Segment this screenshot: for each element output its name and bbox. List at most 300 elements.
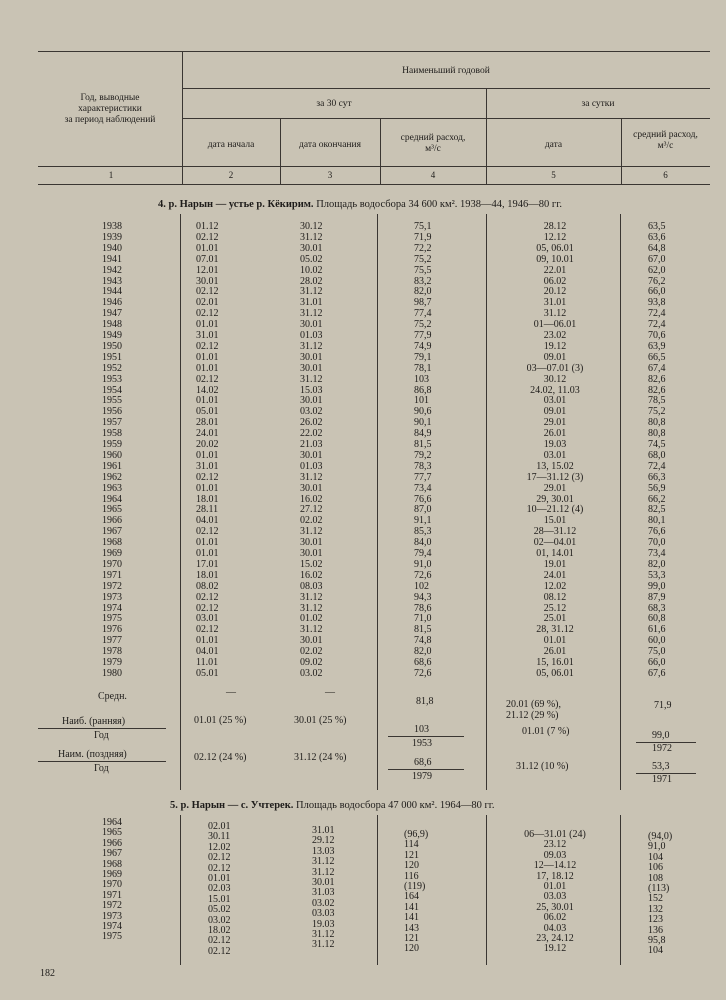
- row-min-date: 28—31.12: [533, 526, 577, 538]
- s5-end-date: 03.03: [312, 908, 335, 920]
- row-year: 1968: [102, 537, 122, 549]
- row-flow-30: 85,3: [414, 526, 432, 538]
- row-start-date: 31.01: [196, 460, 219, 472]
- min-flow-day-year: 1971: [652, 774, 672, 785]
- row-flow-day: 56,9: [648, 482, 666, 494]
- row-flow-day: 70,0: [648, 537, 666, 549]
- s5-start-date: 02.12: [208, 945, 231, 957]
- row-flow-day: 80,1: [648, 515, 666, 527]
- section-5-title-bold: 5. р. Нарын — с. Учтерек.: [170, 800, 294, 811]
- s5-year: 1964: [102, 817, 122, 828]
- s5-start-date: 02.12: [208, 935, 231, 947]
- row-year: 1950: [102, 340, 122, 352]
- s5-end-date: 31.12: [312, 929, 335, 940]
- row-year: 1940: [102, 242, 122, 254]
- row-end-date: 30.01: [300, 548, 323, 559]
- mean-date-b: 21.12 (29 %): [506, 710, 559, 721]
- min-flow-day: 53,3: [652, 761, 670, 772]
- row-flow-day: 82,0: [648, 558, 666, 570]
- row-min-date: 19.01: [543, 558, 567, 570]
- row-flow-30: 81,5: [414, 439, 432, 450]
- row-min-date: 28, 31.12: [536, 624, 574, 636]
- group-header-30-days: за 30 сут: [316, 99, 352, 109]
- row-end-date: 03.02: [300, 667, 323, 679]
- row-year: 1955: [102, 395, 122, 407]
- row-end-date: 01.02: [300, 613, 323, 625]
- s5-start-date: 01.01: [208, 873, 231, 884]
- row-min-date: 09.01: [543, 406, 567, 418]
- row-flow-day: 68,0: [648, 449, 666, 461]
- row-year: 1972: [102, 580, 122, 592]
- row-flow-30: 78,6: [414, 602, 432, 614]
- s5-year: 1970: [102, 879, 122, 891]
- row-start-date: 30.01: [196, 275, 219, 287]
- header-date: дата: [544, 140, 563, 150]
- row-end-date: 21.03: [300, 439, 323, 450]
- row-end-date: 05.02: [300, 253, 323, 265]
- row-year: 1944: [102, 286, 122, 298]
- row-flow-30: 103: [414, 373, 429, 385]
- row-end-date: 15.02: [300, 558, 323, 570]
- row-min-date: 06.02: [543, 275, 567, 287]
- column-number: 4: [430, 170, 436, 180]
- row-end-date: 26.02: [300, 417, 323, 429]
- row-flow-day: 64,8: [648, 242, 666, 254]
- section-4-title-rest: Площадь водосбора 34 600 км². 1938—44, 1946—80 гг.: [316, 199, 562, 210]
- row-flow-30: 82,0: [414, 646, 432, 658]
- row-min-date: 26.01: [543, 428, 567, 440]
- row-min-date: 12.02: [543, 580, 567, 592]
- row-end-date: 16.02: [300, 569, 323, 581]
- s5-flow-day: 123: [648, 914, 663, 926]
- row-start-date: 01.01: [196, 548, 219, 559]
- row-flow-day: 80,8: [648, 428, 666, 440]
- header-line: м³/с: [425, 144, 441, 154]
- row-flow-30: 71,0: [414, 613, 432, 625]
- s5-year: 1966: [102, 837, 122, 849]
- s5-min-date: 03.03: [543, 891, 567, 903]
- row-year: 1942: [102, 264, 122, 276]
- row-flow-30: 91,0: [414, 558, 432, 570]
- row-min-date: 12.12: [543, 231, 567, 243]
- row-year: 1946: [102, 297, 122, 309]
- column-number: 5: [551, 170, 556, 180]
- s5-end-date: 31.12: [312, 866, 335, 878]
- row-start-date: 01.01: [196, 635, 219, 647]
- row-end-date: 30.01: [300, 362, 323, 374]
- row-flow-30: 84,9: [414, 428, 432, 440]
- row-start-date: 02.12: [196, 471, 219, 483]
- s5-min-date: 12—14.12: [533, 860, 577, 872]
- s5-flow-30: 164: [404, 891, 419, 903]
- row-end-date: 08.03: [300, 580, 323, 592]
- s5-end-date: 29.12: [312, 835, 335, 847]
- s5-flow-30: 120: [404, 860, 419, 872]
- row-start-date: 01.01: [196, 537, 219, 549]
- s5-year: 1972: [102, 900, 122, 912]
- s5-flow-day: 91,0: [648, 841, 666, 853]
- s5-flow-30: 141: [404, 912, 419, 924]
- row-start-date: 02.01: [196, 297, 219, 309]
- row-flow-30: 75,5: [414, 264, 432, 276]
- row-min-date: 01.01: [543, 635, 567, 647]
- s5-year: 1965: [102, 827, 122, 839]
- s5-start-date: 02.12: [208, 862, 231, 874]
- row-end-date: 30.01: [300, 635, 323, 647]
- row-flow-day: 70,6: [648, 330, 666, 341]
- column-number: 1: [108, 170, 114, 180]
- s5-flow-30: 116: [404, 870, 419, 882]
- s5-flow-day: (94,0): [648, 831, 673, 842]
- row-year: 1975: [102, 613, 122, 625]
- min-flow-30-year: 1979: [412, 771, 432, 782]
- row-flow-day: 72,4: [648, 308, 666, 320]
- row-flow-day: 67,4: [648, 362, 666, 374]
- row-year: 1948: [102, 319, 122, 331]
- row-min-date: 29, 30.01: [536, 493, 574, 505]
- max-date: 01.01 (7 %): [522, 726, 570, 737]
- row-min-date: 20.12: [543, 286, 567, 298]
- row-flow-30: 101: [414, 395, 429, 407]
- header-line: средний расход,: [400, 133, 466, 143]
- s5-min-date: 06—31.01 (24): [524, 829, 586, 840]
- row-end-date: 30.12: [300, 221, 323, 232]
- row-flow-day: 87,9: [648, 591, 666, 603]
- s5-min-date: 09.03: [543, 849, 567, 861]
- row-flow-30: 72,6: [414, 667, 432, 679]
- row-year: 1953: [102, 373, 122, 385]
- row-start-date: 01.01: [196, 351, 219, 363]
- max-flow-day-year: 1972: [652, 743, 672, 754]
- row-start-date: 02.12: [196, 591, 219, 603]
- row-min-date: 03—07.01 (3): [526, 362, 584, 374]
- row-min-date: 05, 06.01: [536, 667, 574, 679]
- row-min-date: 05, 06.01: [536, 242, 574, 254]
- row-min-date: 25.01: [543, 613, 567, 625]
- column-number: 2: [228, 170, 234, 180]
- row-start-date: 04.01: [196, 646, 219, 658]
- row-flow-day: 67,0: [648, 253, 666, 265]
- row-end-date: 03.02: [300, 406, 323, 418]
- page-number: 182: [40, 968, 55, 979]
- row-flow-day: 82,6: [648, 384, 666, 396]
- row-flow-day: 76,6: [648, 526, 666, 538]
- row-year: 1954: [102, 384, 122, 396]
- mean-date-a: 20.01 (69 %),: [506, 699, 561, 710]
- row-end-date: 27.12: [300, 504, 323, 516]
- s5-min-date: 19.12: [543, 943, 567, 955]
- s5-flow-day: 108: [648, 872, 663, 884]
- row-year: 1949: [102, 330, 122, 341]
- s5-year: 1974: [102, 921, 122, 932]
- mean-flow-day: 71,9: [654, 700, 672, 711]
- section-4-title-bold: 4. р. Нарын — устье р. Кёкирим.: [158, 199, 314, 210]
- row-end-date: 16.02: [300, 493, 323, 505]
- col1-header-line: характеристики: [78, 104, 142, 114]
- s5-flow-30: (96,9): [404, 829, 429, 840]
- row-end-date: 30.01: [300, 449, 323, 461]
- row-flow-day: 82,6: [648, 373, 666, 385]
- row-flow-30: 77,4: [414, 308, 432, 320]
- s5-end-date: 30.01: [312, 877, 335, 888]
- s5-year: 1968: [102, 858, 122, 870]
- row-end-date: 09.02: [300, 657, 323, 668]
- row-start-date: 02.12: [196, 308, 219, 320]
- s5-flow-30: 143: [404, 922, 419, 934]
- row-end-date: 28.02: [300, 275, 323, 287]
- row-min-date: 23.02: [543, 330, 567, 341]
- row-flow-30: 76,6: [414, 493, 432, 505]
- s5-flow-day: 104: [648, 945, 663, 957]
- row-year: 1938: [102, 221, 122, 232]
- row-flow-day: 62,0: [648, 264, 666, 276]
- row-start-date: 01.01: [196, 395, 219, 407]
- max-flow-30-year: 1953: [412, 738, 432, 749]
- row-min-date: 08.12: [543, 591, 567, 603]
- row-min-date: 03.01: [543, 449, 567, 461]
- row-year: 1970: [102, 558, 122, 570]
- s5-end-date: 03.02: [312, 897, 335, 909]
- row-end-date: 15.03: [300, 384, 323, 396]
- max-year-label: Год: [94, 730, 109, 741]
- row-end-date: 31.12: [300, 286, 323, 298]
- row-flow-day: 66,0: [648, 286, 666, 298]
- row-min-date: 30.12: [543, 373, 567, 385]
- s5-end-date: 31.03: [312, 887, 335, 899]
- s5-start-date: 02.03: [208, 883, 231, 895]
- row-start-date: 24.01: [196, 428, 219, 440]
- s5-end-date: 31.12: [312, 939, 335, 951]
- row-flow-day: 72,4: [648, 460, 666, 472]
- row-start-date: 02.12: [196, 286, 219, 298]
- row-min-date: 29.01: [543, 482, 567, 494]
- s5-start-date: 30.11: [208, 831, 231, 843]
- row-flow-30: 75,1: [414, 221, 432, 232]
- row-min-date: 24.01: [543, 569, 567, 581]
- group-header-minimum: Наименьший годовой: [402, 66, 490, 76]
- s5-start-date: 12.02: [208, 841, 231, 853]
- row-year: 1971: [102, 569, 122, 581]
- column-number: 3: [327, 170, 333, 180]
- row-min-date: 01, 14.01: [536, 548, 574, 559]
- row-min-date: 31.12: [543, 308, 567, 320]
- header-line: средний расход,: [633, 130, 698, 140]
- row-start-date: 17.01: [196, 558, 219, 570]
- row-start-date: 28.11: [196, 504, 219, 516]
- row-flow-30: 86,8: [414, 384, 432, 396]
- s5-min-date: 23.12: [543, 839, 567, 851]
- s5-flow-day: 95,8: [648, 935, 666, 946]
- row-year: 1967: [102, 526, 122, 538]
- s5-flow-day: 106: [648, 862, 663, 874]
- row-year: 1958: [102, 428, 122, 440]
- s5-flow-30: 114: [404, 839, 419, 851]
- row-year: 1974: [102, 602, 122, 614]
- row-year: 1973: [102, 591, 122, 603]
- section-5-title-rest: Площадь водосбора 47 000 км². 1964—80 гг.: [296, 800, 495, 811]
- row-end-date: 31.12: [300, 308, 323, 320]
- row-year: 1964: [102, 493, 122, 505]
- row-start-date: 02.12: [196, 340, 219, 352]
- s5-flow-day: (113): [648, 883, 670, 894]
- row-end-date: 30.01: [300, 482, 323, 494]
- row-year: 1980: [102, 667, 122, 679]
- row-flow-30: 74,8: [414, 635, 432, 647]
- row-flow-30: 72,6: [414, 569, 432, 581]
- row-year: 1966: [102, 515, 122, 527]
- row-start-date: 02.12: [196, 373, 219, 385]
- s5-start-date: 02.12: [208, 852, 231, 864]
- row-flow-day: 82,5: [648, 504, 666, 516]
- row-end-date: 31.12: [300, 602, 323, 614]
- row-min-date: 28.12: [543, 221, 567, 232]
- row-end-date: 31.12: [300, 231, 323, 243]
- row-flow-day: 63,6: [648, 231, 666, 243]
- row-flow-day: 75,2: [648, 406, 666, 418]
- s5-start-date: 03.02: [208, 914, 231, 926]
- row-start-date: 08.02: [196, 580, 219, 592]
- row-flow-day: 67,6: [648, 667, 666, 679]
- s5-start-date: 05.02: [208, 904, 231, 916]
- row-year: 1977: [102, 635, 122, 647]
- row-flow-day: 60,0: [648, 635, 666, 647]
- row-end-date: 30.01: [300, 351, 323, 363]
- row-min-date: 01—06.01: [533, 319, 577, 331]
- row-flow-30: 78,3: [414, 460, 432, 472]
- row-min-date: 10—21.12 (4): [526, 504, 584, 516]
- row-end-date: 01.03: [300, 330, 323, 341]
- max-end: 30.01 (25 %): [294, 715, 347, 726]
- row-flow-day: 53,3: [648, 569, 666, 581]
- row-end-date: 01.03: [300, 460, 323, 472]
- s5-flow-day: 132: [648, 903, 663, 915]
- row-flow-30: 72,2: [414, 242, 432, 254]
- row-year: 1962: [102, 471, 122, 483]
- row-year: 1961: [102, 460, 122, 472]
- s5-flow-day: 152: [648, 893, 663, 905]
- row-start-date: 01.01: [196, 482, 219, 494]
- s5-start-date: 18.02: [208, 925, 231, 936]
- mean-label: Средн.: [98, 691, 127, 702]
- s5-min-date: 04.03: [543, 922, 567, 934]
- row-start-date: 11.01: [196, 657, 219, 668]
- row-start-date: 01.01: [196, 362, 219, 374]
- row-flow-30: 74,9: [414, 340, 432, 352]
- row-min-date: 15, 16.01: [536, 657, 574, 668]
- s5-year: 1969: [102, 869, 122, 880]
- row-start-date: 02.12: [196, 624, 219, 636]
- row-min-date: 17—31.12 (3): [526, 471, 584, 483]
- row-year: 1963: [102, 482, 122, 494]
- row-end-date: 30.01: [300, 537, 323, 549]
- row-min-date: 02—04.01: [533, 537, 577, 549]
- row-flow-30: 68,6: [414, 657, 432, 668]
- row-flow-day: 66,0: [648, 657, 666, 668]
- row-end-date: 31.12: [300, 591, 323, 603]
- row-flow-30: 83,2: [414, 275, 432, 287]
- mean-start: —: [226, 687, 236, 698]
- row-flow-day: 61,6: [648, 624, 666, 636]
- row-flow-30: 78,1: [414, 362, 432, 374]
- s5-flow-30: 141: [404, 901, 419, 913]
- row-flow-day: 66,2: [648, 493, 666, 505]
- s5-end-date: 31.12: [312, 856, 335, 868]
- row-year: 1939: [102, 231, 122, 243]
- row-year: 1943: [102, 275, 122, 287]
- row-year: 1956: [102, 406, 122, 418]
- row-min-date: 25.12: [543, 602, 567, 614]
- row-flow-30: 77,7: [414, 471, 432, 483]
- row-start-date: 28.01: [196, 417, 219, 429]
- row-flow-30: 79,4: [414, 548, 432, 559]
- row-end-date: 31.12: [300, 340, 323, 352]
- row-flow-30: 91,1: [414, 515, 432, 527]
- row-start-date: 05.01: [196, 667, 219, 679]
- row-flow-day: 93,8: [648, 297, 666, 309]
- row-start-date: 02.12: [196, 602, 219, 614]
- column-number: 6: [663, 170, 668, 180]
- col1-header-line: за период наблюдений: [64, 115, 156, 125]
- row-min-date: 22.01: [543, 264, 567, 276]
- row-start-date: 01.01: [196, 319, 219, 331]
- row-flow-day: 99,0: [648, 580, 666, 592]
- s5-year: 1975: [102, 931, 122, 943]
- row-flow-day: 80,8: [648, 417, 666, 429]
- row-min-date: 19.12: [543, 340, 567, 352]
- row-flow-day: 66,3: [648, 471, 666, 483]
- s5-flow-30: 121: [404, 933, 419, 944]
- row-start-date: 31.01: [196, 330, 219, 341]
- row-min-date: 09, 10.01: [536, 253, 574, 265]
- row-flow-30: 90,1: [414, 417, 432, 429]
- row-flow-day: 73,4: [648, 548, 666, 559]
- max-label: Наиб. (ранняя): [62, 716, 126, 727]
- row-flow-30: 79,2: [414, 449, 432, 461]
- row-flow-30: 98,7: [414, 297, 432, 309]
- row-flow-day: 72,4: [648, 319, 666, 331]
- row-end-date: 31.12: [300, 624, 323, 636]
- row-start-date: 01.01: [196, 242, 219, 254]
- s5-start-date: 02.01: [208, 821, 231, 832]
- min-start: 02.12 (24 %): [194, 752, 247, 763]
- row-start-date: 14.02: [196, 384, 219, 396]
- row-flow-30: 71,9: [414, 231, 432, 243]
- row-year: 1976: [102, 624, 122, 636]
- row-start-date: 02.12: [196, 526, 219, 538]
- row-year: 1951: [102, 351, 122, 363]
- row-end-date: 30.01: [300, 395, 323, 407]
- row-flow-day: 68,3: [648, 602, 666, 614]
- row-end-date: 30.01: [300, 319, 323, 331]
- row-min-date: 19.03: [543, 439, 567, 450]
- row-start-date: 12.01: [196, 264, 219, 276]
- row-flow-30: 81,5: [414, 624, 432, 636]
- s5-year: 1967: [102, 848, 122, 860]
- row-end-date: 22.02: [300, 428, 323, 440]
- row-start-date: 03.01: [196, 613, 219, 625]
- s5-min-date: 01.01: [543, 881, 567, 892]
- row-flow-30: 75,2: [414, 253, 432, 265]
- s5-year: 1971: [102, 889, 122, 901]
- row-flow-30: 77,9: [414, 330, 432, 341]
- row-min-date: 26.01: [543, 646, 567, 658]
- s5-flow-30: (119): [404, 881, 426, 892]
- row-start-date: 01.01: [196, 449, 219, 461]
- mean-flow-30: 81,8: [416, 696, 434, 707]
- s5-flow-30: 121: [404, 849, 419, 861]
- max-start: 01.01 (25 %): [194, 715, 247, 726]
- row-min-date: 24.02, 11.03: [530, 384, 580, 396]
